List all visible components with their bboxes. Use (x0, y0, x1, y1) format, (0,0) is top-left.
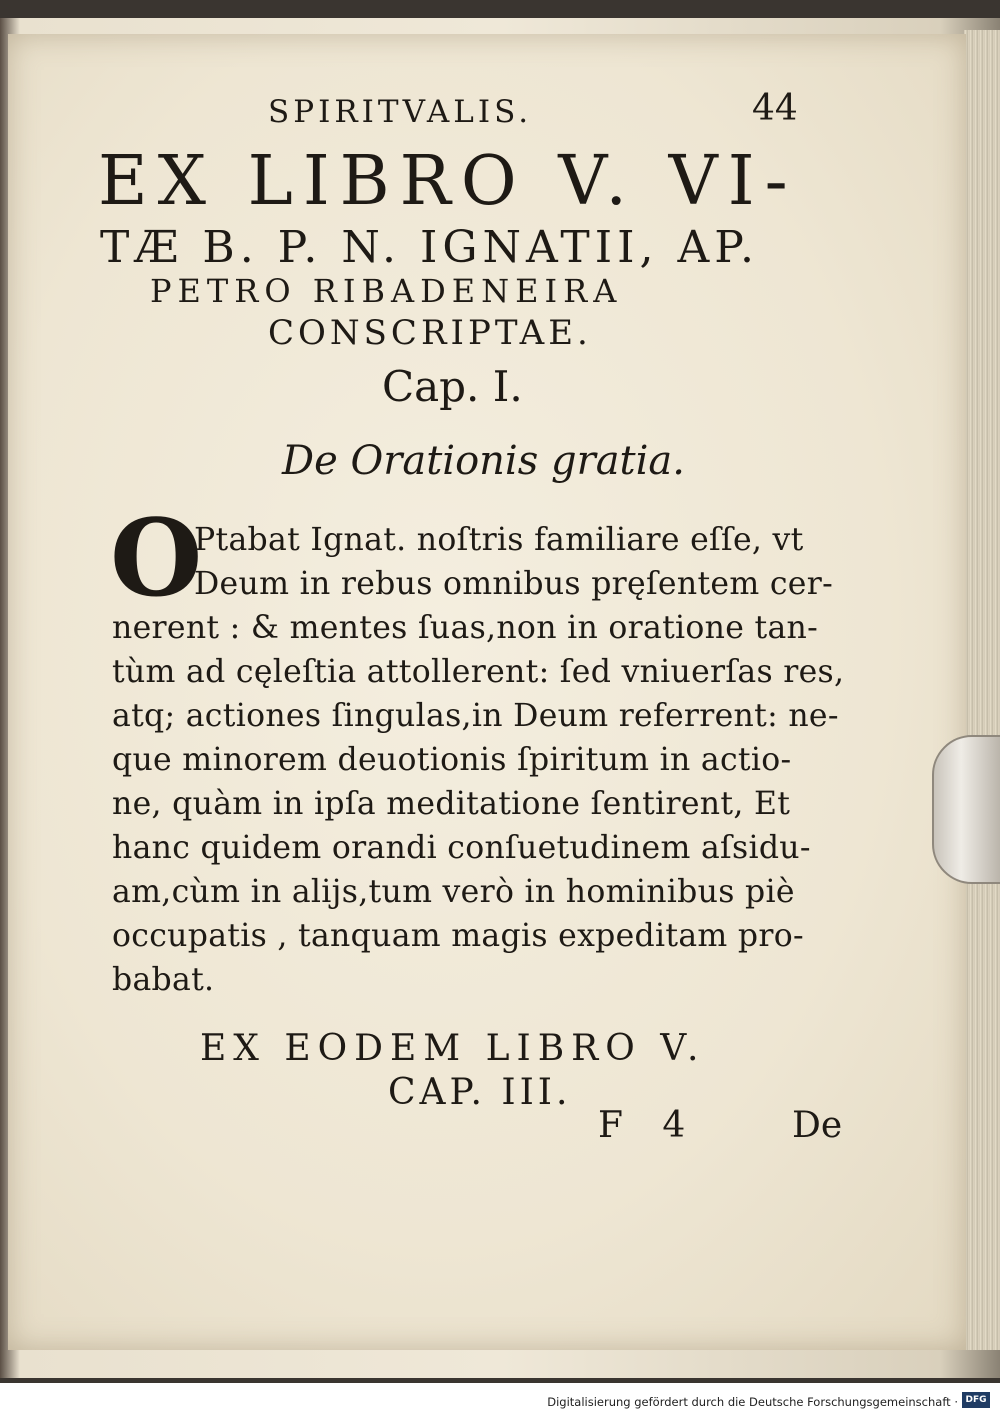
body-line: occupatis , tanquam magis expeditam pro- (112, 918, 804, 954)
body-line: nerent : & mentes ſuas,non in oratione tan- (112, 610, 819, 646)
catchword: De (792, 1105, 843, 1146)
body-line: hanc quidem orandi conſuetudinem aſsidu- (112, 830, 811, 866)
section-heading-2: CAP. III. (388, 1072, 572, 1113)
body-line: que minorem deuotionis ſpiritum in actio- (112, 742, 792, 778)
chapter-subtitle: De Orationis gratia. (282, 438, 685, 484)
title-line-2: TÆ B. P. N. IGNATII, AP. (100, 222, 759, 273)
drop-cap: O (110, 495, 203, 620)
title-line-1: EX LIBRO V. VI- (98, 142, 798, 221)
body-line: atq; actiones ſingulas,in Deum referrent: ne- (112, 698, 839, 734)
signature-mark: F 4 (598, 1105, 700, 1146)
title-line-4: CONSCRIPTAE. (268, 313, 592, 353)
running-head: SPIRITVALIS. (268, 94, 533, 130)
body-line: Deum in rebus omnibus pręſentem cer- (194, 566, 834, 602)
body-line: babat. (112, 962, 215, 998)
body-line: Ptabat Ignat. noſtris familiare eſſe, vt (194, 522, 804, 558)
chapter-heading: Cap. I. (382, 362, 523, 411)
section-heading-1: EX EODEM LIBRO V. (200, 1028, 706, 1069)
body-line: ne, quàm in ipſa meditatione ſentirent, Et (112, 786, 791, 822)
body-line: am,cùm in alijs,tum verò in hominibus piè (112, 874, 795, 910)
body-line: tùm ad cęleſtia attollerent: ſed vniuerſas res, (112, 654, 845, 690)
dfg-logo: DFG (962, 1392, 990, 1408)
title-line-3: PETRO RIBADENEIRA (150, 272, 623, 310)
footer-credit: Digitalisierung gefördert durch die Deutsche Forschungsgemeinschaft · (547, 1395, 958, 1409)
page-number: 44 (752, 88, 798, 129)
